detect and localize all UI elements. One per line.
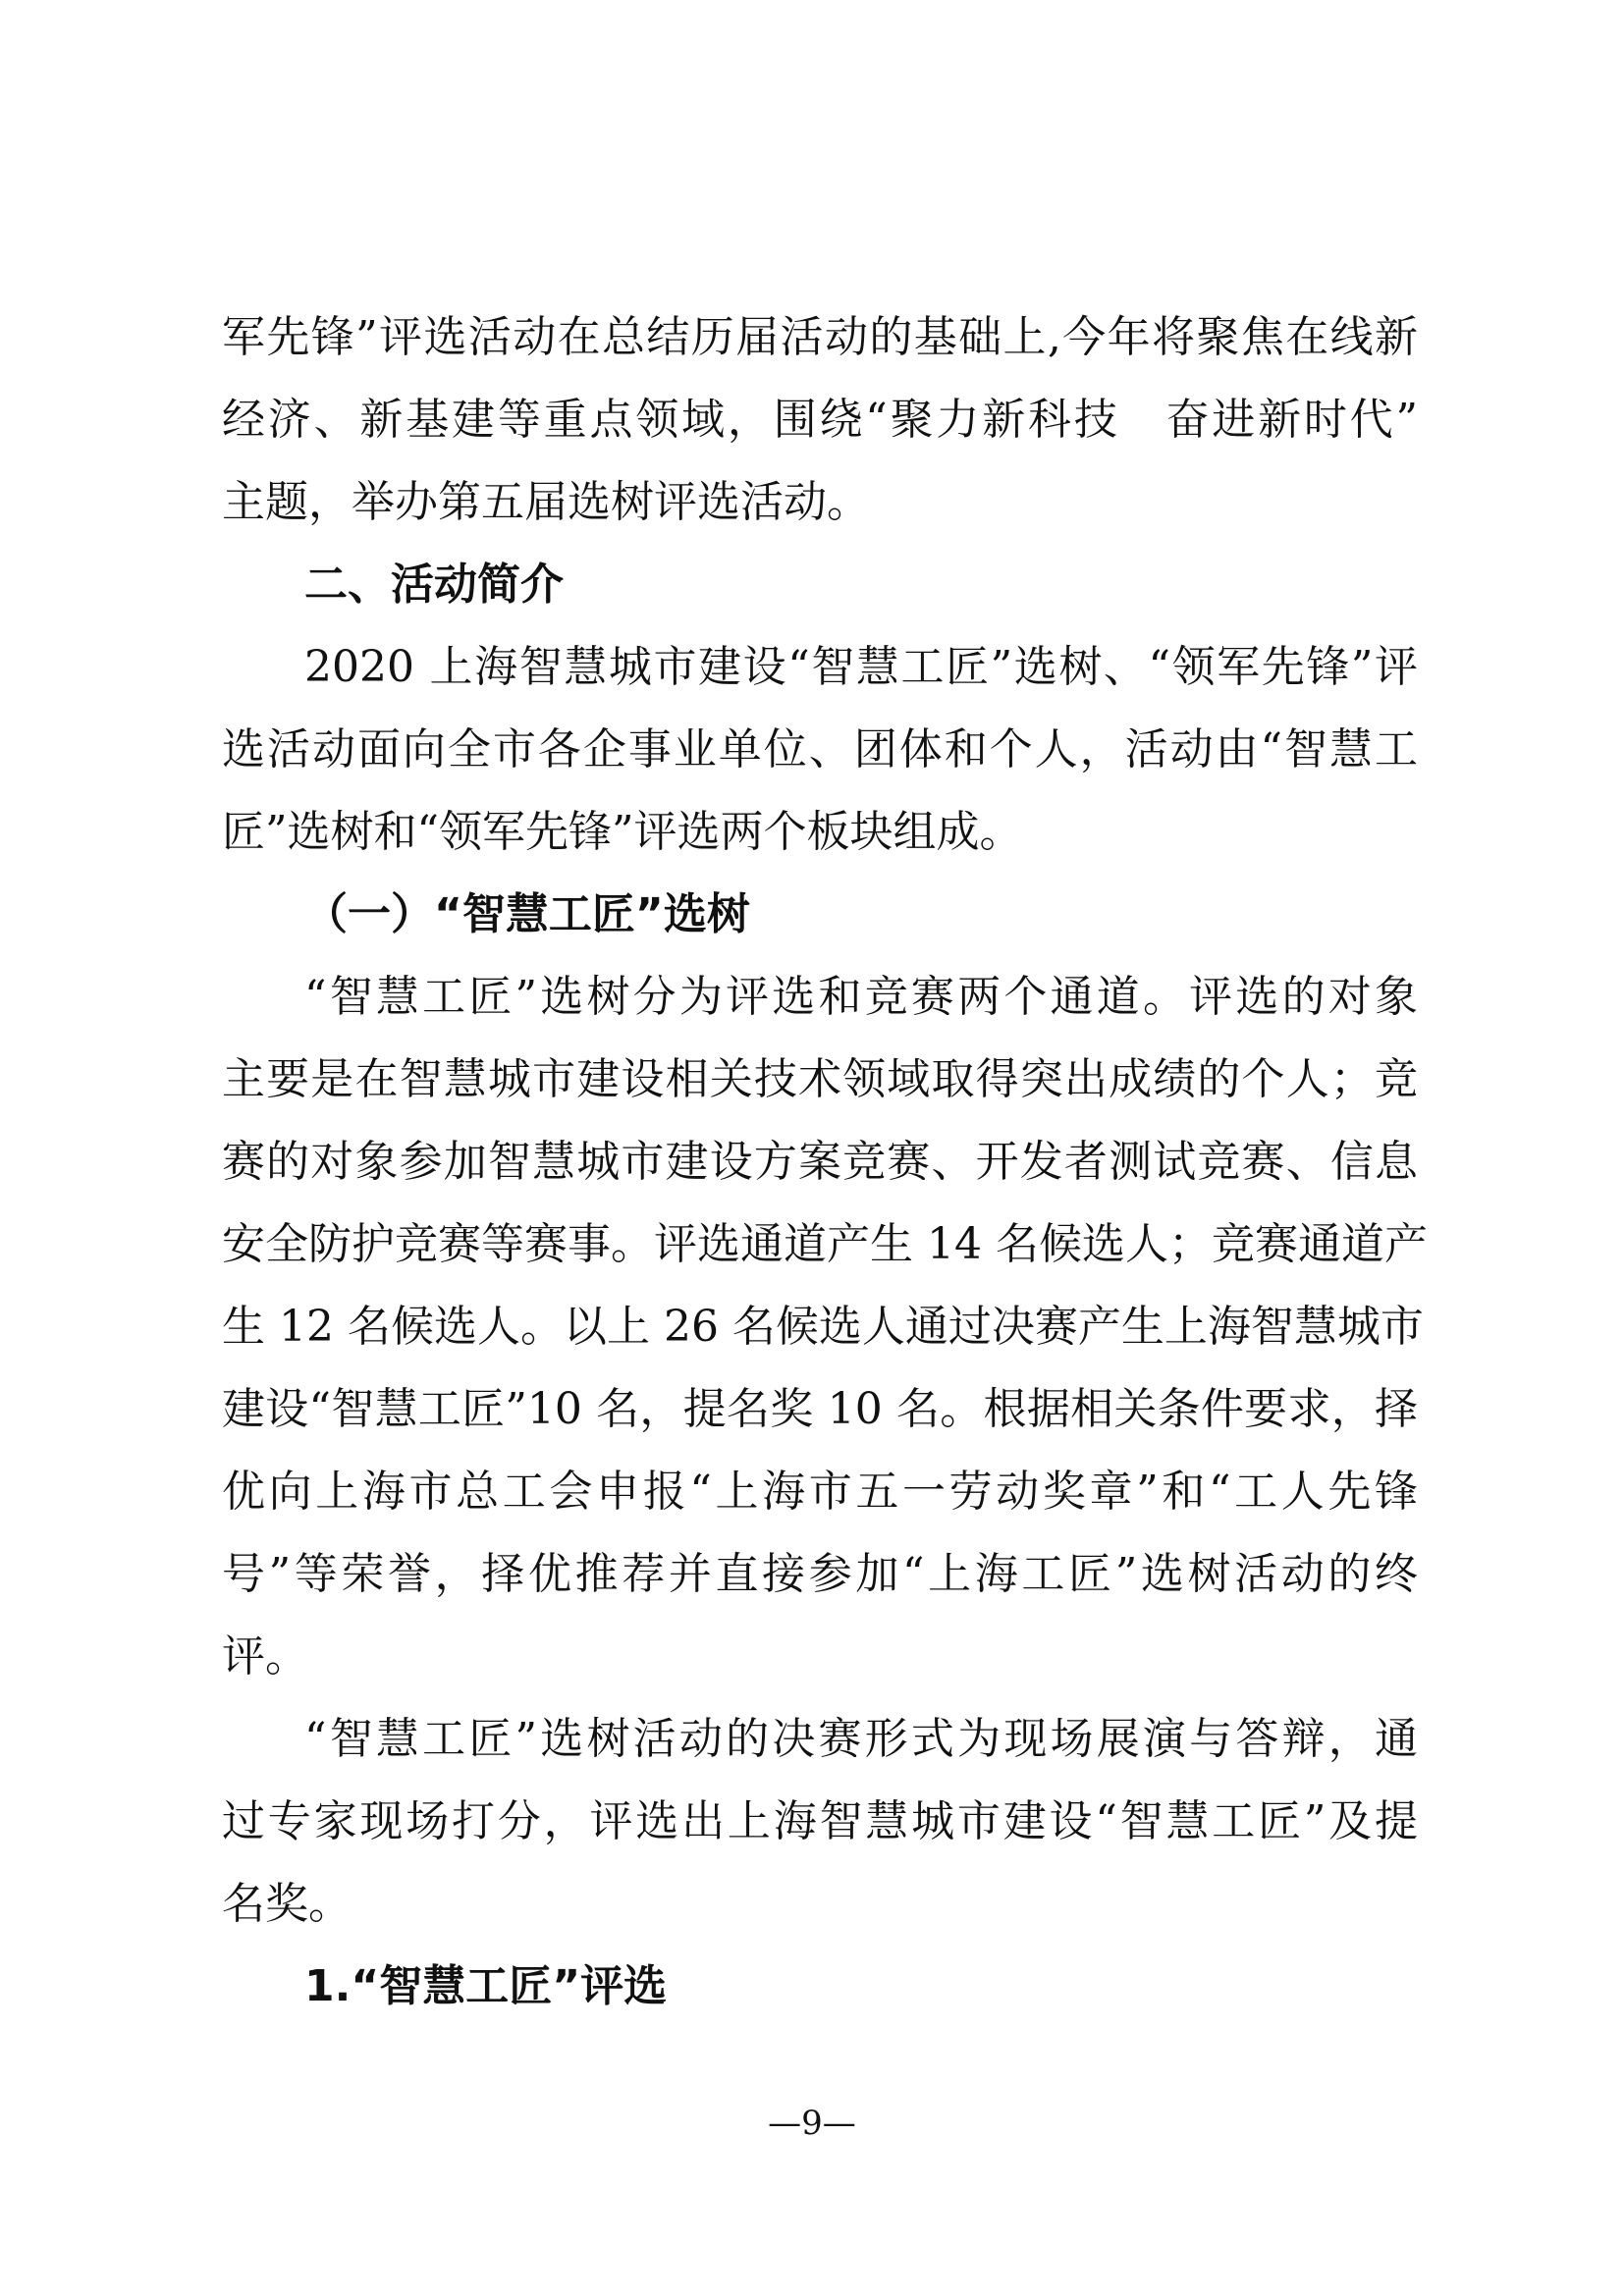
body-line: 经济、新基建等重点领域，围绕“聚力新科技 奋进新时代”: [222, 395, 1418, 445]
body-line: 赛的对象参加智慧城市建设方案竞赛、开发者测试竞赛、信息: [222, 1137, 1418, 1187]
body-line: 选活动面向全市各企事业单位、团体和个人，活动由“智慧工: [222, 724, 1418, 774]
body-line: 名奖。: [222, 1879, 352, 1929]
body-line: 2020 上海智慧城市建设“智慧工匠”选树、“领军先锋”评: [304, 642, 1418, 692]
section-heading: 二、活动简介: [304, 560, 564, 610]
body-line: 建设“智慧工匠”10 名，提名奖 10 名。根据相关条件要求，择: [222, 1384, 1418, 1434]
body-line: 优向上海市总工会申报“上海市五一劳动奖章”和“工人先锋: [222, 1467, 1418, 1517]
body-line: 安全防护竞赛等赛事。评选通道产生 14 名候选人；竞赛通道产: [222, 1219, 1428, 1269]
body-line: “智慧工匠”选树分为评选和竞赛两个通道。评选的对象: [304, 972, 1418, 1022]
body-line: 主要是在智慧城市建设相关技术领域取得突出成绩的个人；竞: [222, 1054, 1418, 1104]
body-line: 过专家现场打分，评选出上海智慧城市建设“智慧工匠”及提: [222, 1796, 1418, 1846]
subsection-heading: （一）“智慧工匠”选树: [304, 889, 750, 939]
body-line: “智慧工匠”选树活动的决赛形式为现场展演与答辩，通: [304, 1714, 1418, 1764]
numbered-heading: 1.“智慧工匠”评选: [304, 1961, 668, 2011]
body-line: 主题，举办第五届选树评选活动。: [222, 477, 870, 527]
body-line: 生 12 名候选人。以上 26 名候选人通过决赛产生上海智慧城市: [222, 1302, 1424, 1352]
body-line: 军先锋”评选活动在总结历届活动的基础上,今年将聚焦在线新: [222, 312, 1418, 362]
body-line: 号”等荣誉，择优推荐并直接参加“上海工匠”选树活动的终: [222, 1549, 1418, 1599]
page-number: —9—: [768, 2104, 856, 2143]
body-line: 匠”选树和“领军先锋”评选两个板块组成。: [222, 807, 1023, 857]
body-line: 评。: [222, 1631, 308, 1682]
